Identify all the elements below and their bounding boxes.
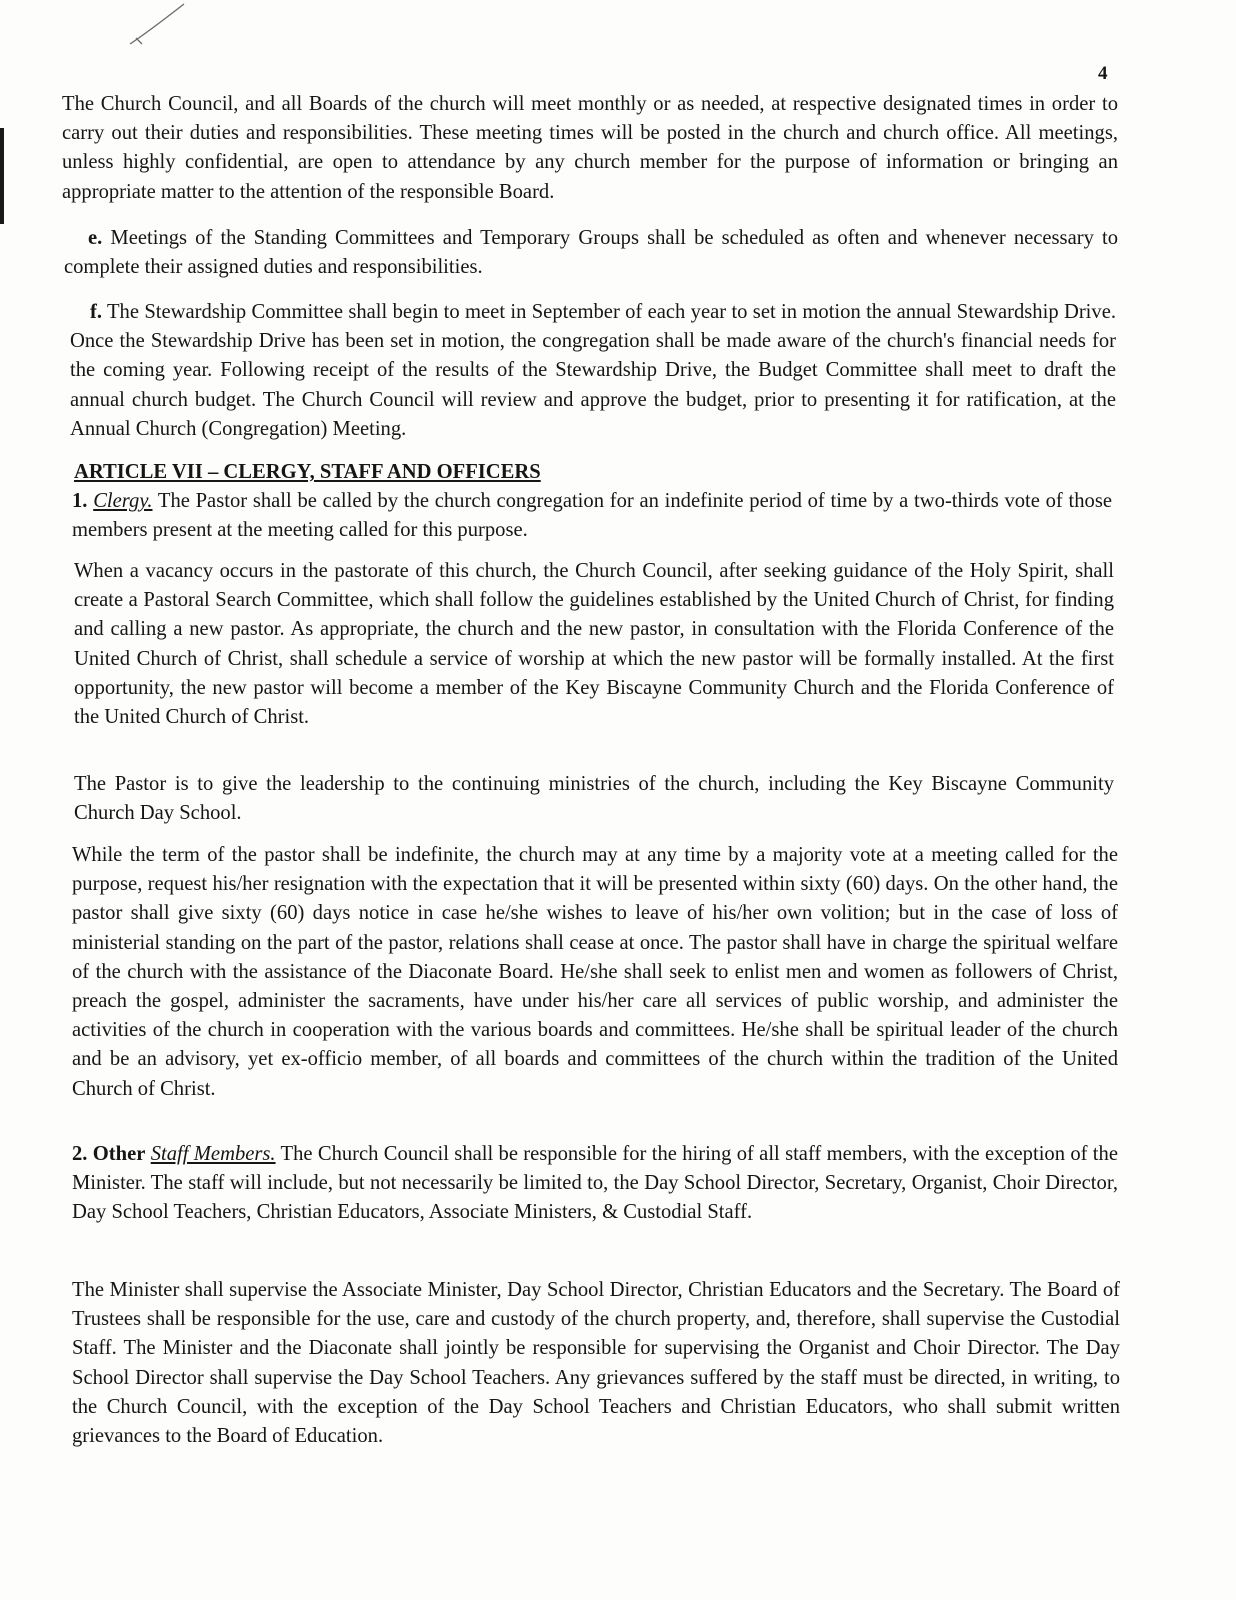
supervision-paragraph [72,1276,1120,1451]
vacancy-paragraph [74,557,1114,732]
scan-pen-mark [96,0,206,60]
article-heading: ARTICLE VII – CLERGY, STAFF AND OFFICERS [74,461,541,483]
clergy-paragraph [72,487,1112,545]
pastor-leadership-text: The Pastor is to give the leadership to the continuing ministries of the church, including the Key Biscayne Community Church Day School. [74,773,1114,825]
committee-meetings-text: Meetings of the Standing Committees and Temporary Groups shall be scheduled as often and whenever necessary to complete their assigned duties and responsibilities. [64,227,1118,279]
section-number-2: 2. Other [72,1143,146,1165]
item-label-f: f. [90,301,103,323]
clergy-text: The Pastor shall be called by the church congregation for an indefinite period of time by a two-thirds vote of those members present at the meeting called for this purpose. [72,490,1112,542]
stewardship-text: The Stewardship Committee shall begin to meet in September of each year to set in motion the annual Stewardship Drive. Once the Stewardship Drive has been set in motion, the congregation shall be made aware of the church's financial needs for the coming year. Following receipt of the results of the Stewardship Drive, the Budget Committee shall meet to draft the annual church budget. The Church Council will review and approve the budget, prior to presenting it for ratification, at the Annual Church (Congregation) Meeting. [70,301,1116,440]
staff-members-title: Staff Members. [150,1143,276,1165]
staff-members-text: The Church Council shall be responsible for the hiring of all staff members, with the exception of the Minister. The staff will include, but not necessarily be limited to, the Day School Director, Secretary, Organist, Choir Director, Day School Teachers, Christian Educators, Associate Ministers, & Custodial Staff. [72,1143,1118,1224]
pastor-term-paragraph [72,841,1118,1104]
meetings-paragraph-text: The Church Council, and all Boards of the church will meet monthly or as needed, at respective designated times in order to carry out their duties and responsibilities. These meeting times will be posted in the church and church office. All meetings, unless highly confidential, are open to attendance by any church member for the purpose of information or bringing an appropriate matter to the attention of the responsible Board. [62,93,1118,203]
page-number: 4 [1098,63,1108,84]
staff-members-paragraph [72,1140,1118,1228]
pastor-leadership-paragraph [74,770,1114,828]
committee-meetings-paragraph [64,224,1118,282]
item-label-e: e. [88,227,103,249]
vacancy-text: When a vacancy occurs in the pastorate of this church, the Church Council, after seeking guidance of the Holy Spirit, shall create a Pastoral Search Committee, which shall follow the guidelines established by the United Church of Christ, for finding and calling a new pastor. As appropriate, the church and the new pastor, in consultation with the Florida Conference of the United Church of Christ, shall schedule a service of worship at which the new pastor will be formally installed. At the first opportunity, the new pastor will become a member of the Key Biscayne Community Church and the Florida Conference of the United Church of Christ. [74,560,1114,729]
scan-edge-mark [0,128,8,224]
section-number-1: 1. [72,490,88,512]
stewardship-paragraph [70,298,1116,444]
supervision-text: The Minister shall supervise the Associate Minister, Day School Director, Christian Educators and the Secretary. The Board of Trustees shall be responsible for the use, care and custody of the church property, and, therefore, shall supervise the Custodial Staff. The Minister and the Diaconate shall jointly be responsible for supervising the Organist and Choir Director. The Day School Director shall supervise the Day School Teachers. Any grievances suffered by the staff must be directed, in writing, to the Church Council, with the exception of the Day School Teachers and Christian Educators, who shall submit written grievances to the Board of Education. [72,1279,1120,1448]
meetings-paragraph [62,90,1118,207]
pastor-term-text: While the term of the pastor shall be indefinite, the church may at any time by a majority vote at a meeting called for the purpose, request his/her resignation with the expectation that it will be presented within sixty (60) days. On the other hand, the pastor shall give sixty (60) days notice in case he/she wishes to leave of his/her own volition; but in the case of loss of ministerial standing on the part of the pastor, relations shall cease at once. The pastor shall have in charge the spiritual welfare of the church with the assistance of the Diaconate Board. He/she shall seek to enlist men and women as followers of Christ, preach the gospel, administer the sacraments, have under his/her care all services of public worship, and administer the activities of the church in cooperation with the various boards and committees. He/she shall be spiritual leader of the church and be an advisory, yet ex-officio member, of all boards and committees of the church within the tradition of the United Church of Christ. [72,844,1118,1100]
clergy-title: Clergy. [93,490,153,512]
